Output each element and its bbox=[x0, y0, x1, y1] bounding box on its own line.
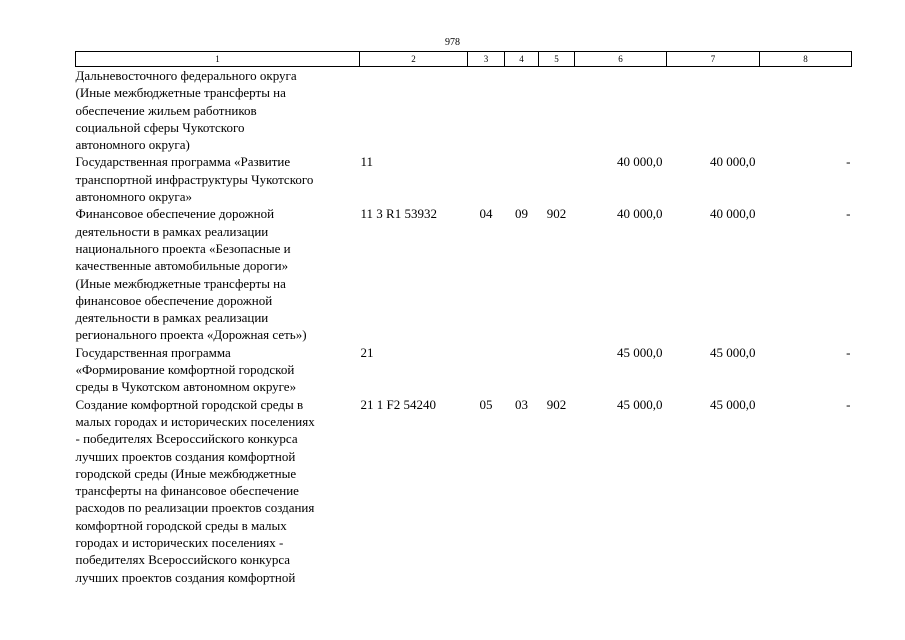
expense-name-line: лучших проектов создания комфортной bbox=[75, 569, 296, 585]
expense-name-line: автономного округа» bbox=[75, 189, 192, 205]
amount-cell-col6: 40 000,0 bbox=[617, 154, 663, 170]
program-code-cell: 21 bbox=[360, 344, 374, 360]
expense-name-line: комфортной городской среды в малых bbox=[75, 517, 287, 533]
expense-name-line: среды в Чукотском автономном округе» bbox=[75, 379, 297, 395]
table-row bbox=[76, 67, 852, 154]
amount-cell-col8: - bbox=[846, 344, 851, 360]
expense-name-line: качественные автомобильные дороги» bbox=[75, 258, 289, 274]
column-header: 1 bbox=[76, 52, 360, 67]
amount-cell-col6: 40 000,0 bbox=[617, 206, 663, 222]
column-header: 7 bbox=[667, 52, 760, 67]
expense-name-line: национального проекта «Безопасные и bbox=[75, 240, 291, 256]
page-number: 978 bbox=[445, 37, 460, 48]
subsection-cell bbox=[505, 67, 539, 154]
expense-name-line: автономного округа) bbox=[75, 137, 190, 153]
expense-name-line: городах и исторических поселениях - bbox=[75, 535, 284, 551]
expense-name-line: малых городах и исторических поселениях bbox=[75, 413, 315, 429]
column-header: 2 bbox=[360, 52, 468, 67]
table-row bbox=[76, 205, 852, 343]
amount-cell-col6: 45 000,0 bbox=[617, 396, 663, 412]
expense-name-line: трансферты на финансовое обеспечение bbox=[75, 483, 299, 499]
amount-cell-col8: - bbox=[846, 396, 851, 412]
subsection-cell bbox=[505, 344, 539, 396]
expense-name-line: расходов по реализации проектов создания bbox=[75, 500, 315, 516]
expense-type-cell bbox=[539, 67, 575, 154]
expense-name-cell bbox=[76, 396, 360, 586]
column-header: 8 bbox=[760, 52, 852, 67]
table-row bbox=[76, 153, 852, 205]
column-header: 4 bbox=[505, 52, 539, 67]
amount-cell-col7: 40 000,0 bbox=[710, 154, 756, 170]
expense-name-cell bbox=[76, 153, 360, 205]
subsection-cell: 03 bbox=[515, 396, 528, 412]
section-cell bbox=[468, 67, 505, 154]
amount-cell-col8: - bbox=[846, 206, 851, 222]
expense-name-cell bbox=[76, 205, 360, 343]
section-cell: 05 bbox=[479, 396, 493, 412]
expense-name-line: социальной сферы Чукотского bbox=[75, 119, 245, 135]
expense-name-line: «Формирование комфортной городской bbox=[75, 362, 295, 378]
subsection-cell: 09 bbox=[515, 206, 528, 222]
column-header: 6 bbox=[575, 52, 667, 67]
expense-name-line: (Иные межбюджетные трансферты на bbox=[75, 85, 286, 101]
column-header: 5 bbox=[539, 52, 575, 67]
budget-table bbox=[75, 51, 852, 586]
amount-cell-col7: 45 000,0 bbox=[710, 344, 756, 360]
amount-cell-col6 bbox=[575, 67, 667, 154]
section-cell bbox=[468, 344, 505, 396]
expense-type-cell: 902 bbox=[546, 206, 567, 222]
expense-name-line: Финансовое обеспечение дорожной bbox=[75, 206, 275, 222]
table-row bbox=[76, 396, 852, 586]
expense-name-line: транспортной инфраструктуры Чукотского bbox=[75, 171, 314, 187]
expense-name-cell bbox=[76, 67, 360, 154]
expense-name-line: Государственная программа bbox=[75, 344, 231, 360]
amount-cell-col6: 45 000,0 bbox=[617, 344, 663, 360]
program-code-cell: 21 1 F2 54240 bbox=[360, 396, 436, 412]
expense-name-line: деятельности в рамках реализации bbox=[75, 310, 269, 326]
amount-cell-col7 bbox=[667, 67, 760, 154]
expense-name-line: Создание комфортной городской среды в bbox=[75, 396, 304, 412]
amount-cell-col8 bbox=[760, 67, 852, 154]
expense-name-line: Дальневосточного федерального округа bbox=[75, 68, 297, 83]
amount-cell-col7: 40 000,0 bbox=[710, 206, 756, 222]
expense-type-cell bbox=[539, 344, 575, 396]
expense-name-line: регионального проекта «Дорожная сеть») bbox=[75, 327, 307, 343]
subsection-cell bbox=[505, 153, 539, 205]
expense-name-line: деятельности в рамках реализации bbox=[75, 223, 269, 239]
table-row bbox=[76, 344, 852, 396]
amount-cell-col8: - bbox=[846, 154, 851, 170]
expense-name-line: городской среды (Иные межбюджетные bbox=[75, 465, 297, 481]
expense-type-cell: 902 bbox=[546, 396, 567, 412]
expense-name-line: обеспечение жильем работников bbox=[75, 102, 257, 118]
expense-name-line: финансовое обеспечение дорожной bbox=[75, 292, 273, 308]
section-cell: 04 bbox=[479, 206, 493, 222]
program-code-cell bbox=[360, 67, 468, 154]
expense-type-cell bbox=[539, 153, 575, 205]
expense-name-line: победителях Всероссийского конкурса bbox=[75, 552, 291, 568]
expense-name-line: - победителях Всероссийского конкурса bbox=[75, 431, 298, 447]
program-code-cell: 11 bbox=[360, 154, 374, 170]
expense-name-line: (Иные межбюджетные трансферты на bbox=[75, 275, 286, 291]
program-code-cell: 11 3 R1 53932 bbox=[360, 206, 437, 222]
column-number-header-row bbox=[76, 52, 852, 67]
amount-cell-col7: 45 000,0 bbox=[710, 396, 756, 412]
section-cell bbox=[468, 153, 505, 205]
expense-name-line: лучших проектов создания комфортной bbox=[75, 448, 296, 464]
expense-name-line: Государственная программа «Развитие bbox=[75, 154, 291, 170]
expense-name-cell bbox=[76, 344, 360, 396]
column-header: 3 bbox=[468, 52, 505, 67]
